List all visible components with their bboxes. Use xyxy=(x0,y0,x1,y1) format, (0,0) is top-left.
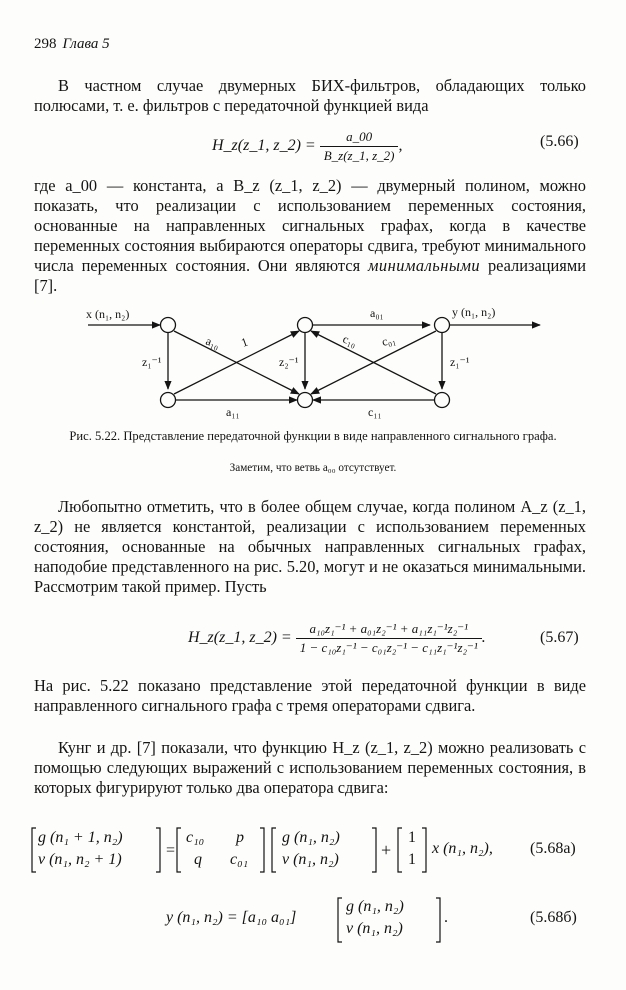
svg-text:=: = xyxy=(166,842,176,859)
figure-caption: Рис. 5.22. Представление передаточной функции в виде направленного сигнального графа. xyxy=(69,429,557,443)
page-number: 298 xyxy=(34,36,57,52)
node-2 xyxy=(298,318,313,333)
node-1 xyxy=(161,318,176,333)
eq568a-m21: q xyxy=(194,851,202,868)
eq568a-b-row1: 1 xyxy=(408,829,416,846)
chapter-title: Глава 5 xyxy=(62,36,110,52)
label-edge-one: a₀₁ xyxy=(370,306,384,320)
eq566-lhs: H_z(z_1, z_2) = xyxy=(212,137,316,155)
label-a11: a₁₁ xyxy=(226,405,240,419)
paragraph-2 xyxy=(34,176,586,296)
node-5 xyxy=(298,393,313,408)
eq568a-m12: p xyxy=(236,829,244,846)
svg-text:+: + xyxy=(381,840,392,860)
eq567-numerator: a₁₀z₁⁻¹ + a₀₁z₂⁻¹ + a₁₁z₁⁻¹z₂⁻¹ xyxy=(296,621,482,639)
eq568a-state-row2: v (n₁, n₂ + 1) xyxy=(38,851,122,868)
eq566-number: (5.66) xyxy=(540,133,579,150)
label-delay-mid: z₂⁻¹ xyxy=(279,355,299,369)
label-input: x (n₁, n₂) xyxy=(86,307,130,321)
eq568a-m22: c₀₁ xyxy=(230,851,249,868)
equation-5-67 xyxy=(0,617,626,659)
eq568b-lhs: y (n₁, n₂) = [a₁₀ a₀₁] xyxy=(166,909,297,926)
paragraph-3: Любопытно отметить, что в более общем случае, когда полином A_z (z_1, z_2) не является константой, реализации с использованием переменных состояния, основанные на обычных направленных сигнальных графах, наподобие представленного на рис. 5.20, могут и не оказаться минимальными. Рассмотрим такой пример. Пусть xyxy=(34,497,586,596)
paragraph-4: На рис. 5.22 показано представление этой передаточной функции в виде направленного сигнального графа с тремя операторами сдвига. xyxy=(34,676,586,715)
eq566-numerator: a_00 xyxy=(320,129,399,147)
eq568a-vec-row1: g (n₁, n₂) xyxy=(282,829,340,846)
label-c11: c₁₁ xyxy=(368,405,382,419)
node-4 xyxy=(161,393,176,408)
signal-flow-graph xyxy=(0,300,626,425)
eq567-number: (5.67) xyxy=(540,629,579,646)
label-c01: c₀₁ xyxy=(380,332,398,349)
equation-5-68a xyxy=(30,825,610,875)
eq566-denominator: B_z(z_1, z_2) xyxy=(323,148,395,163)
paragraph-5: Кунг и др. [7] показали, что функцию H_z (z_1, z_2) можно реализовать с помощью следующих выражений с использованием переменных состояния, в которых фигурируют только два оператора сдвига: xyxy=(34,738,586,797)
eq567-denominator: 1 − c₁₀z₁⁻¹ − c₀₁z₂⁻¹ − c₁₁z₁⁻¹z₂⁻¹ xyxy=(299,640,478,655)
para2-emphasis: минимальными xyxy=(367,256,481,275)
eq567-lhs: H_z(z_1, z_2) = xyxy=(188,629,292,647)
node-6 xyxy=(435,393,450,408)
para2-text: где a_00 — константа, а B_z (z_1, z_2) — двумерный полином, можно показать, что реализации с использованием переменных состояния, основанные на направленных сигнальных графах, когда в качестве переменных состояния выбираются операторы сдвига, требуют минимального числа переменных состояния. Они являются xyxy=(34,176,586,275)
label-a10: 1 xyxy=(239,334,250,350)
equation-5-66 xyxy=(0,123,626,163)
page-header xyxy=(34,36,110,53)
label-output: y (n₁, n₂) xyxy=(452,305,496,319)
node-3 xyxy=(435,318,450,333)
paragraph-1: В частном случае двумерных БИХ-фильтров, обладающих только полюсами, т. е. фильтров с передаточной функцией вида xyxy=(34,76,586,115)
eq568a-tail: x (n₁, n₂), xyxy=(432,840,493,857)
label-c10: c₁₀ xyxy=(340,331,359,350)
equation-5-68b xyxy=(0,895,626,945)
para2-after: реализациями [7]. xyxy=(34,256,586,295)
eq568a-b-row2: 1 xyxy=(408,851,416,868)
label-a01: a₁₀ xyxy=(203,333,222,352)
eq568b-vec-row2: v (n₁, n₂) xyxy=(346,920,403,937)
eq567-trail: . xyxy=(481,629,486,647)
figure-note: Заметим, что ветвь a₀₀ отсутствует. xyxy=(229,462,397,474)
eq568b-vec-row1: g (n₁, n₂) xyxy=(346,898,404,915)
eq568a-m11: c₁₀ xyxy=(186,829,205,846)
eq568a-state-row1: g (n₁ + 1, n₂) xyxy=(38,829,123,846)
eq566-trail: , xyxy=(398,137,403,155)
label-delay-right: z₁⁻¹ xyxy=(450,355,470,369)
eq568a-number: (5.68а) xyxy=(530,840,576,857)
label-delay-left: z₁⁻¹ xyxy=(142,355,162,369)
eq568b-number: (5.68б) xyxy=(530,909,577,926)
eq568a-vec-row2: v (n₁, n₂) xyxy=(282,851,339,868)
eq568b-trail: . xyxy=(444,909,448,926)
